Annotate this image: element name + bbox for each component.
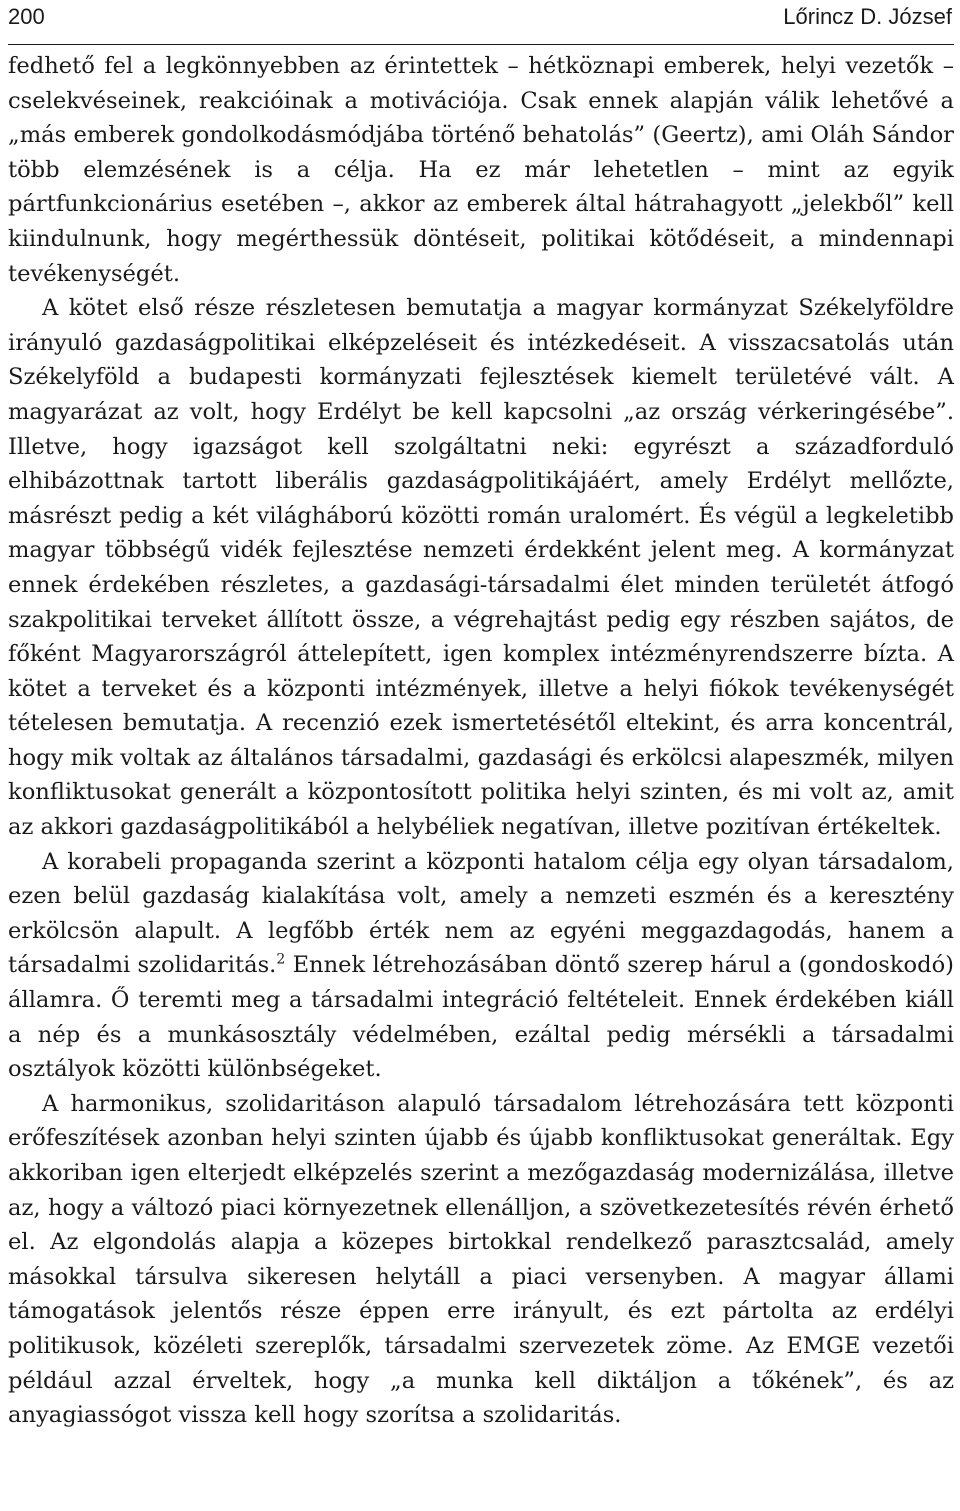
paragraph-2: A kötet első része részletesen bemutatja a magyar kormányzat Székelyföldre irányuló gazdaságpolitikai elképzeléseit és intézkedéseit. A visszacsatolás után Székelyföld a budapesti kormányzati fejlesztések kiemelt területévé vált. A magyarázat az volt, hogy Erdélyt be kell kapcsolni „az ország vérkeringésébe”. Illetve, hogy igazságot kell szolgáltatni neki: egyrészt a századforduló elhibázottnak tartott liberális gazdaságpolitikájáért, amely Erdélyt mellőzte, másrészt pedig a két világháború közötti román uralomért. És végül a legkeletibb magyar többségű vidék fejlesztése nemzeti érdekként jelent meg. A kormányzat ennek érdekében részletes, a gazdasági-társadalmi élet minden területét átfogó szakpolitikai terveket állított össze, a végrehajtást pedig egy részben sajátos, de főként Magyarországról áttelepített, igen komplex intézményrendszerre bízta. A kötet a terveket és a központi intézmények, illetve a helyi fiókok tevékenységét tételesen bemutatja. A recenzió ezek ismertetésétől eltekint, és arra koncentrál, hogy mik voltak az általános társadalmi, gazdasági és erkölcsi alapeszmék, milyen konfliktusokat generált a központosított politika helyi szinten, és mi volt az, amit az akkori gazdaságpolitikából a helybéliek negatívan, illetve pozitívan értékeltek. [8, 295, 954, 841]
paragraph-3-part-1: A korabeli propaganda szerint a központi hatalom célja egy olyan társadalom, ezen belül gazdaság kialakítása volt, amely a nemzeti eszmén és a keresztény erkölcsön alapult. A legfőbb érték nem az egyéni meggazdagodás, hanem a társadalmi szolidaritás. [8, 848, 954, 979]
paragraph-3-part-2: Ennek létrehozásában döntő szerep hárul a (gondoskodó) államra. Ő teremti meg a társadalmi integráció feltételeit. Ennek érdekében kiáll a nép és a munkásosztály védelmében, ezáltal pedig mérsékli a társadalmi osztályok közötti különbségeket. [8, 952, 954, 1083]
page-number: 200 [8, 4, 45, 29]
body-text [8, 49, 954, 1433]
running-head-author: Lőrincz D. József [783, 4, 952, 29]
running-head [8, 0, 954, 45]
footnote-marker[interactable]: 2 [276, 951, 286, 968]
book-page [8, 0, 954, 1433]
paragraph-4: A harmonikus, szolidaritáson alapuló társadalom létrehozására tett központi erőfeszítések azonban helyi szinten újabb és újabb konfliktusokat generáltak. Egy akkoriban igen elterjedt elképzelés szerint a mezőgazdaság modernizálása, illetve az, hogy a változó piaci környezetnek ellenálljon, a szövetkezetesítés révén érhető el. Az elgondolás alapja a közepes birtokkal rendelkező parasztcsalád, amely másokkal társulva sikeresen helytáll a piaci versenyben. A magyar állami támogatások jelentős része éppen erre irányult, és ezt pártolta az erdélyi politikusok, közéleti szereplők, társadalmi szervezetek zöme. Az EMGE vezetői például azzal érveltek, hogy „a munka kell diktáljon a tőkének”, és az anyagiassógot vissza kell hogy szorítsa a szolidaritás. [8, 1090, 954, 1429]
paragraph-1: fedhető fel a legkönnyebben az érintettek – hétköznapi emberek, helyi vezetők – cselekvéseinek, reakcióinak a motivációja. Csak ennek alapján válik lehetővé a „más emberek gondolkodásmódjába történő behatolás” (Geertz), ami Oláh Sándor több elemzésének is a célja. Ha ez már lehetetlen – mint az egyik pártfunkcionárius esetében –, akkor az emberek által hátrahagyott „jelekből” kell kiindulnunk, hogy megérthessük döntéseit, politikai kötődéseit, a mindennapi tevékenységét. [8, 53, 954, 287]
paragraph-3 [8, 845, 954, 1087]
